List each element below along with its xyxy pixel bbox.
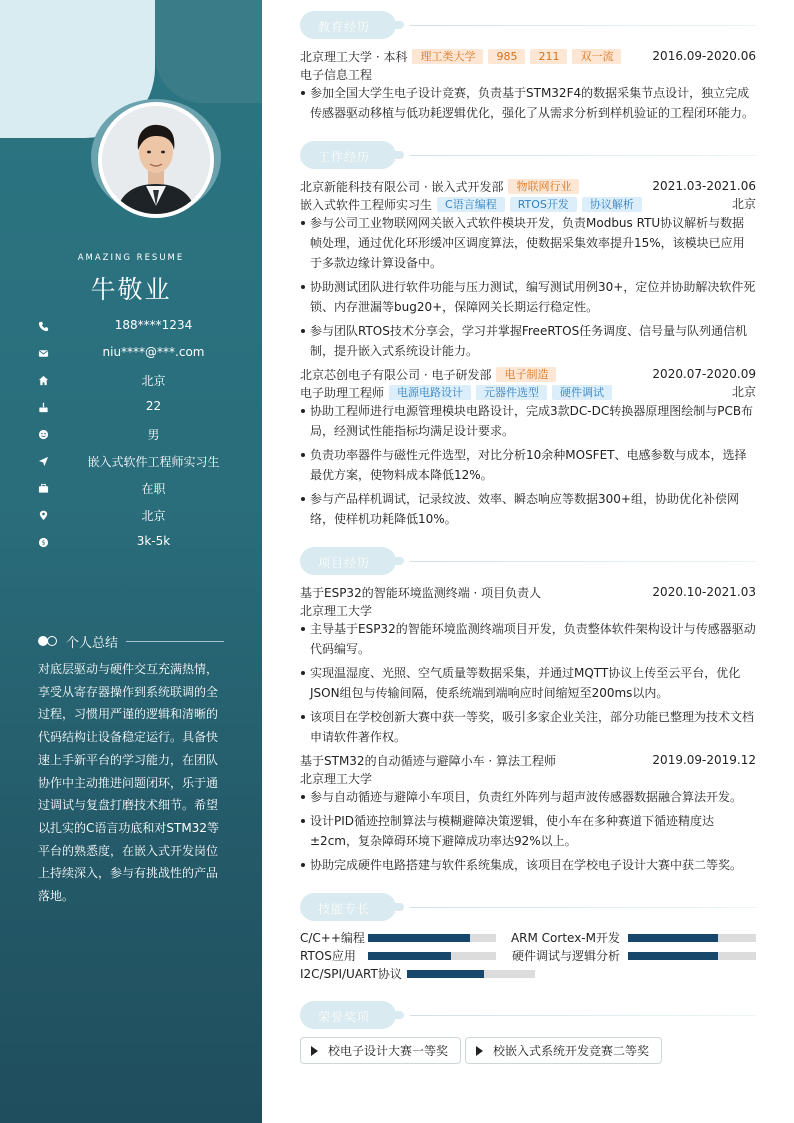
industry-tag: 电子制造 [496, 367, 556, 382]
list-item: 协助完成硬件电路搭建与软件系统集成，该项目在学校电子设计大赛中获二等奖。 [300, 855, 756, 875]
industry-tag: 物联网行业 [508, 179, 579, 194]
list-item: 负责功率器件与磁性元件选型，对比分析10余种MOSFET、电感参数与成本，选择最优方案，使物料成本降低12%。 [300, 445, 756, 485]
education-date: 2016.09-2020.06 [652, 49, 756, 63]
award-name: 校嵌入式系统开发竞赛二等奖 [493, 1044, 650, 1058]
skill-tag: RTOS开发 [510, 197, 577, 212]
project-org: 北京理工大学 [300, 771, 373, 786]
skill-tag: 协议解析 [582, 197, 642, 212]
skill-name: RTOS应用 [300, 949, 356, 963]
skill-name: C/C++编程 [300, 931, 365, 945]
education-header [300, 47, 756, 65]
section-header-projects [300, 547, 756, 575]
email-value: niu****@***.com [102, 345, 205, 359]
info-hometown [37, 370, 237, 390]
info-target-city [37, 505, 237, 525]
skill-item [511, 947, 756, 965]
list-item: 协助工程师进行电源管理模块电路设计，完成3款DC-DC转换器原理图绘制与PCB布局，经测试性能指标均满足设计要求。 [300, 401, 756, 441]
skill-item [300, 965, 535, 983]
dots-icon [38, 636, 58, 646]
skill-bar-fill [407, 970, 484, 978]
portrait-image [102, 106, 210, 214]
skill-bar [628, 952, 756, 960]
brand-caption: AMAZING RESUME [77, 253, 185, 263]
salary-value: 3k-5k [136, 534, 171, 548]
job-date: 2021.03-2021.06 [652, 179, 756, 193]
svg-text:$: $ [40, 538, 46, 547]
skill-item [300, 929, 496, 947]
play-icon [311, 1046, 318, 1056]
avatar [98, 102, 214, 218]
job-role-row [300, 383, 756, 401]
major: 电子信息工程 [300, 67, 373, 82]
section-header-education [300, 11, 756, 39]
info-phone [37, 316, 237, 336]
info-age [37, 397, 237, 417]
project-org-row [300, 601, 756, 619]
skill-bar-fill [628, 934, 718, 942]
job-city: 北京 [731, 197, 756, 211]
list-item: 主导基于ESP32的智能环境监测终端项目开发，负责整体软件架构设计与传感器驱动代码编写。 [300, 619, 756, 659]
section-title: 荣誉奖项 [318, 1010, 371, 1024]
list-item: 实现温湿度、光照、空气质量等数据采集，并通过MQTT协议上传至云平台，优化JSON组包与传输间隔，使系统端到端响应时间缩短至200ms以内。 [300, 663, 756, 703]
award-name: 校电子设计大赛一等奖 [328, 1044, 449, 1058]
job-header [300, 177, 756, 195]
skill-tag: 元器件选型 [476, 385, 547, 400]
project-header [300, 751, 756, 769]
section-title: 技能专长 [318, 902, 371, 916]
info-gender [37, 424, 237, 444]
info-email [37, 343, 237, 363]
decorative-shape [155, 0, 262, 103]
skill-bar [407, 970, 535, 978]
divider [126, 641, 224, 642]
skill-name: I2C/SPI/UART协议 [300, 967, 402, 981]
list-item: 参与自动循迹与避障小车项目，负责红外阵列与超声波传感器数据融合算法开发。 [300, 787, 756, 807]
skill-name: 硬件调试与逻辑分析 [511, 949, 620, 963]
skill-bar [368, 952, 496, 960]
age-value: 22 [145, 399, 162, 413]
award-badge [465, 1037, 662, 1064]
section-title: 项目经历 [318, 556, 371, 570]
play-icon [476, 1046, 483, 1056]
section-title: 工作经历 [318, 150, 371, 164]
skill-name: ARM Cortex-M开发 [510, 931, 620, 945]
summary-heading [38, 632, 224, 650]
skill-bar-fill [628, 952, 718, 960]
school-tag: 211 [530, 49, 567, 64]
hometown-value: 北京 [141, 374, 166, 388]
list-item: 设计PID循迹控制算法与模糊避障决策逻辑，使小车在多种赛道下循迹精度达±2cm，复杂障碍环境下避障成功率达92%以上。 [300, 811, 756, 851]
major-row [300, 65, 756, 83]
project-org: 北京理工大学 [300, 603, 373, 618]
project-date: 2020.10-2021.03 [652, 585, 756, 599]
target-city-value: 北京 [141, 509, 166, 523]
list-item: 参加全国大学生电子设计竞赛，负责基于STM32F4的数据采集节点设计，独立完成传感器驱动移植与低功耗逻辑优化，强化了从需求分析到样机验证的工程闭环能力。 [300, 83, 756, 123]
school-name: 北京理工大学 · 本科 [300, 49, 408, 64]
school-tag: 双一流 [572, 49, 621, 64]
section-title: 教育经历 [318, 20, 371, 34]
section-header-skills [300, 893, 756, 921]
list-item: 参与产品样机调试，记录纹波、效率、瞬态响应等数据300+组，协助优化补偿网络，使样机功耗降低10%。 [300, 489, 756, 529]
job-header [300, 365, 756, 383]
target-position-value: 嵌入式软件工程师实习生 [87, 455, 220, 469]
project-name: 基于STM32的自动循迹与避障小车 · 算法工程师 [300, 753, 557, 768]
job-role-row [300, 195, 756, 213]
phone-value: 188****1234 [114, 318, 193, 332]
project-bullets [300, 619, 756, 751]
skill-bar-fill [368, 934, 470, 942]
job-city: 北京 [731, 385, 756, 399]
summary-text: 对底层驱动与硬件交互充满热情，享受从寄存器操作到系统联调的全过程，习惯用严谨的逻辑和清晰的代码结构让设备稳定运行。具备快速上手新平台的学习能力，在团队协作中主动推进问题闭环，乐于通过调试与复盘打磨技术细节。希望以扎实的C语言功底和对STM32等平台的熟悉度，在嵌入式开发岗位上持续深入，参与有挑战性的产品落地。 [38, 662, 219, 904]
skill-item [300, 947, 496, 965]
sidebar [0, 0, 262, 1123]
project-bullets [300, 787, 756, 879]
section-header-awards [300, 1001, 756, 1029]
job-bullets [300, 401, 756, 533]
company-name: 北京芯创电子有限公司 · 电子研发部 [300, 367, 492, 382]
candidate-name: 牛敬业 [90, 275, 172, 304]
project-org-row [300, 769, 756, 787]
award-badge [300, 1037, 461, 1064]
skill-bar-fill [368, 952, 451, 960]
job-date: 2020.07-2020.09 [652, 367, 756, 381]
summary-title: 个人总结 [66, 636, 119, 651]
education-bullets [300, 83, 756, 127]
project-name: 基于ESP32的智能环境监测终端 · 项目负责人 [300, 585, 542, 600]
list-item: 参与公司工业物联网网关嵌入式软件模块开发，负责Modbus RTU协议解析与数据帧处理，通过优化环形缓冲区调度算法，使数据采集效率提升15%，该模块已应用于多款边缘计算设备中。 [300, 213, 756, 273]
project-date: 2019.09-2019.12 [652, 753, 756, 767]
list-item: 协助测试团队进行软件功能与压力测试，编写测试用例30+，定位并协助解决软件死锁、内存泄漏等bug20+，保障网关长期运行稳定性。 [300, 277, 756, 317]
skill-bar [368, 934, 496, 942]
info-salary [37, 532, 237, 552]
skill-tag: 电源电路设计 [389, 385, 471, 400]
school-tag: 985 [488, 49, 525, 64]
job-role: 嵌入式软件工程师实习生 [300, 197, 433, 212]
project-header [300, 583, 756, 601]
status-value: 在职 [141, 482, 166, 496]
school-tag: 理工类大学 [412, 49, 483, 64]
job-bullets [300, 213, 756, 365]
company-name: 北京新能科技有限公司 · 嵌入式开发部 [300, 179, 504, 194]
section-header-work [300, 141, 756, 169]
main-content [300, 0, 756, 1123]
list-item: 该项目在学校创新大赛中获一等奖，吸引多家企业关注，部分功能已整理为技术文档申请软件著作权。 [300, 707, 756, 747]
info-target-position [37, 451, 237, 471]
skill-tag: C语言编程 [437, 197, 505, 212]
list-item: 参与团队RTOS技术分享会，学习并掌握FreeRTOS任务调度、信号量与队列通信机制，提升嵌入式系统设计能力。 [300, 321, 756, 361]
gender-value: 男 [147, 428, 160, 442]
skill-tag: 硬件调试 [552, 385, 612, 400]
info-status [37, 478, 237, 498]
skill-item [510, 929, 756, 947]
job-role: 电子助理工程师 [300, 385, 385, 400]
skill-bar [628, 934, 756, 942]
